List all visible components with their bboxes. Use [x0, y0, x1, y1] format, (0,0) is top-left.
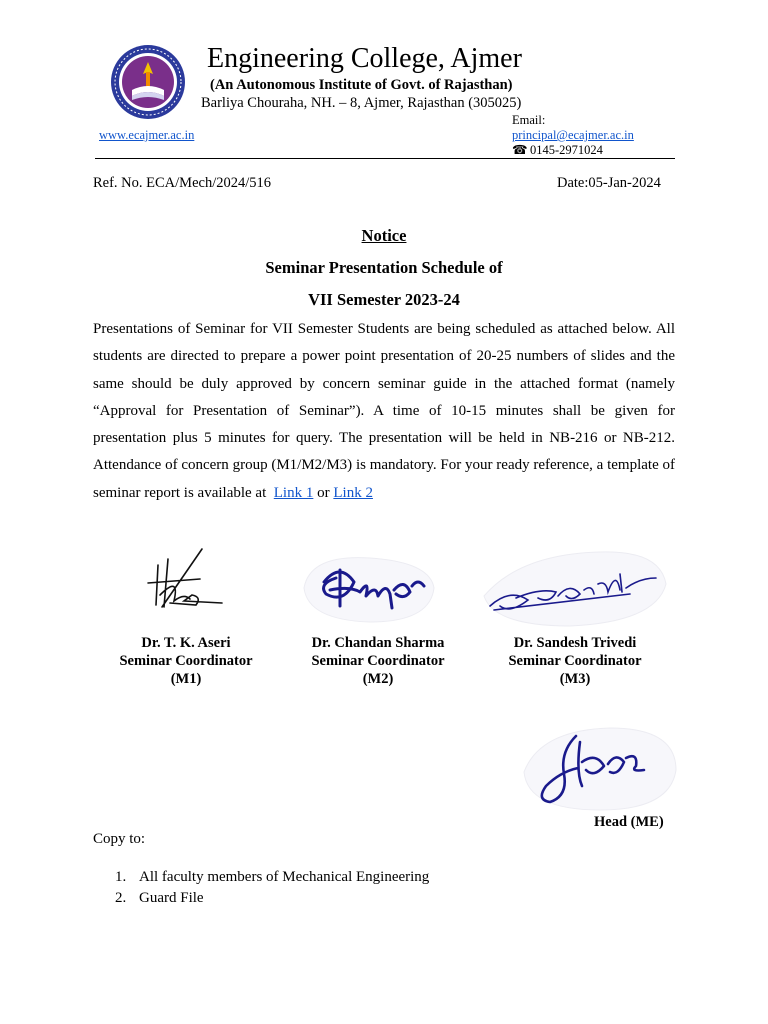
college-subtitle: (An Autonomous Institute of Govt. of Rajasthan)	[210, 77, 513, 93]
list-item-number: 1.	[115, 869, 127, 885]
telephone-icon: ☎	[512, 143, 528, 157]
reference-number: Ref. No. ECA/Mech/2024/516	[93, 175, 272, 191]
list-item-number: 2.	[115, 890, 127, 906]
signature-sandesh-trivedi	[480, 544, 670, 630]
signatory-m2-role: Seminar Coordinator	[311, 653, 445, 669]
or-text: or	[317, 484, 330, 501]
college-address: Barliya Chouraha, NH. – 8, Ajmer, Rajasthan (305025)	[201, 95, 522, 111]
website-link[interactable]: www.ecajmer.ac.in	[99, 128, 195, 142]
copy-to-label: Copy to:	[93, 831, 146, 847]
header-divider	[95, 158, 675, 159]
notice-body	[93, 316, 675, 507]
notice-title: Notice	[361, 226, 407, 245]
signatory-m3-name: Dr. Sandesh Trivedi	[513, 635, 637, 651]
phone-text: 0145-2971024	[530, 143, 603, 157]
template-link-1[interactable]: Link 1	[273, 484, 314, 501]
notice-date: Date:05-Jan-2024	[557, 175, 661, 191]
signatory-m1	[102, 634, 270, 688]
signature-aseri	[140, 545, 230, 615]
signatory-m3-group: (M3)	[559, 671, 591, 687]
signatory-m1-name: Dr. T. K. Aseri	[141, 635, 231, 651]
notice-heading-line1: Seminar Presentation Schedule of	[265, 258, 503, 277]
signature-chandan-sharma	[300, 548, 440, 628]
signatory-m1-group: (M1)	[170, 671, 202, 687]
signatory-m2-group: (M2)	[362, 671, 394, 687]
signatory-m3	[490, 634, 660, 688]
list-item-text: All faculty members of Mechanical Engineering	[139, 869, 430, 885]
signatory-m3-role: Seminar Coordinator	[508, 653, 642, 669]
signatory-m2-name: Dr. Chandan Sharma	[311, 635, 445, 651]
copy-list	[115, 867, 429, 909]
list-item-text: Guard File	[139, 890, 204, 906]
email-label: Email:	[512, 113, 546, 127]
signatory-m1-role: Seminar Coordinator	[119, 653, 253, 669]
phone-number	[512, 142, 603, 158]
head-label: Head (ME)	[594, 814, 664, 830]
college-emblem-icon	[110, 44, 186, 120]
list-item	[115, 888, 429, 909]
college-name: Engineering College, Ajmer	[207, 43, 522, 74]
notice-heading-line2: VII Semester 2023-24	[308, 290, 460, 309]
template-link-2[interactable]: Link 2	[333, 484, 373, 501]
notice-body-text: Presentations of Seminar for VII Semester Students are being scheduled as attached below. All students are directed to prepare a power point presentation of 20-25 numbers of slides and the same should be duly approved by concern seminar guide in the attached format (namely “Approval for Presentation of Seminar”). A time of 10-15 minutes shall be given for presentation plus 5 minutes for query. The presentation will be held in NB-216 or NB-212. Attendance of concern group (M1/M2/M3) is mandatory. For your ready reference, a template of seminar report is available at	[93, 321, 675, 501]
email-link[interactable]: principal@ecajmer.ac.in	[512, 128, 634, 142]
list-item	[115, 867, 429, 888]
signatory-m2	[292, 634, 464, 688]
signature-head	[520, 722, 680, 814]
